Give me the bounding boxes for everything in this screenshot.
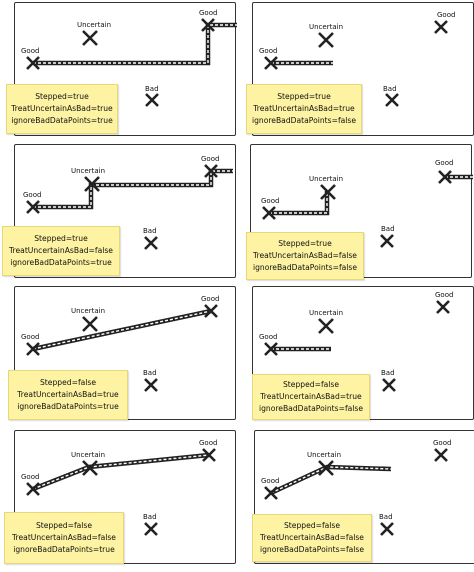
- good-label: Good: [261, 197, 280, 205]
- interpolation-line: [33, 455, 209, 489]
- bad-label: Bad: [379, 513, 393, 521]
- bad-point-marker: [145, 379, 157, 391]
- uncertain-point-marker: [319, 319, 333, 333]
- good-label: Good: [261, 477, 280, 485]
- good-label: Good: [201, 155, 220, 163]
- good-label: Good: [259, 333, 278, 341]
- config-note-7: Stepped=false TreatUncertainAsBad=false ignoreBadDataPoints=true: [4, 512, 124, 564]
- uncertain-label: Uncertain: [71, 451, 106, 459]
- config-note-2: Stepped=true TreatUncertainAsBad=true ignoreBadDataPoints=false: [246, 84, 362, 134]
- bad-point-marker: [381, 523, 393, 535]
- bad-label: Bad: [145, 85, 159, 93]
- good-label: Good: [199, 439, 218, 447]
- bad-label: Bad: [143, 227, 157, 235]
- bad-point-marker: [146, 94, 158, 106]
- interpolation-line-hatch: [33, 171, 233, 207]
- good-label: Good: [259, 47, 278, 55]
- uncertain-label: Uncertain: [307, 451, 342, 459]
- good-point-marker: [435, 449, 447, 461]
- interpolation-line: [33, 25, 237, 63]
- interpolation-line-hatch: [271, 467, 391, 493]
- uncertain-point-marker: [83, 31, 97, 45]
- interpolation-line: [271, 467, 391, 493]
- good-label: Good: [199, 9, 218, 17]
- good-label: Good: [21, 333, 40, 341]
- uncertain-label: Uncertain: [77, 21, 112, 29]
- interpolation-line-hatch: [33, 455, 209, 489]
- config-note-8: Stepped=false TreatUncertainAsBad=false ignoreBadDataPoints=false: [252, 514, 372, 562]
- bad-point-marker: [145, 523, 157, 535]
- bad-label: Bad: [381, 225, 395, 233]
- bad-label: Bad: [143, 513, 157, 521]
- good-label: Good: [23, 191, 42, 199]
- good-label: Good: [437, 11, 456, 19]
- config-note-6: Stepped=false TreatUncertainAsBad=true ignoreBadDataPoints=false: [252, 374, 370, 420]
- uncertain-label: Uncertain: [71, 167, 106, 175]
- bad-label: Bad: [381, 369, 395, 377]
- interpolation-line: [33, 171, 233, 207]
- bad-label: Bad: [383, 85, 397, 93]
- good-label: Good: [435, 159, 454, 167]
- bad-label: Bad: [143, 369, 157, 377]
- uncertain-point-marker: [319, 33, 333, 47]
- config-note-1: Stepped=true TreatUncertainAsBad=true ignoreBadDataPoints=true: [6, 84, 118, 134]
- good-label: Good: [21, 473, 40, 481]
- good-point-marker: [435, 21, 447, 33]
- config-note-5: Stepped=false TreatUncertainAsBad=true ignoreBadDataPoints=true: [8, 370, 128, 420]
- good-label: Good: [21, 47, 40, 55]
- uncertain-point-marker: [83, 317, 97, 331]
- good-point-marker: [437, 301, 449, 313]
- uncertain-label: Uncertain: [309, 175, 344, 183]
- bad-point-marker: [145, 237, 157, 249]
- bad-point-marker: [386, 94, 398, 106]
- bad-point-marker: [383, 379, 395, 391]
- bad-point-marker: [381, 235, 393, 247]
- good-label: Good: [201, 295, 220, 303]
- uncertain-label: Uncertain: [71, 307, 106, 315]
- config-note-3: Stepped=true TreatUncertainAsBad=false ignoreBadDataPoints=true: [2, 226, 120, 276]
- uncertain-label: Uncertain: [309, 23, 344, 31]
- config-note-4: Stepped=true TreatUncertainAsBad=false ignoreBadDataPoints=false: [246, 232, 364, 280]
- uncertain-label: Uncertain: [309, 309, 344, 317]
- good-label: Good: [435, 291, 454, 299]
- good-label: Good: [433, 439, 452, 447]
